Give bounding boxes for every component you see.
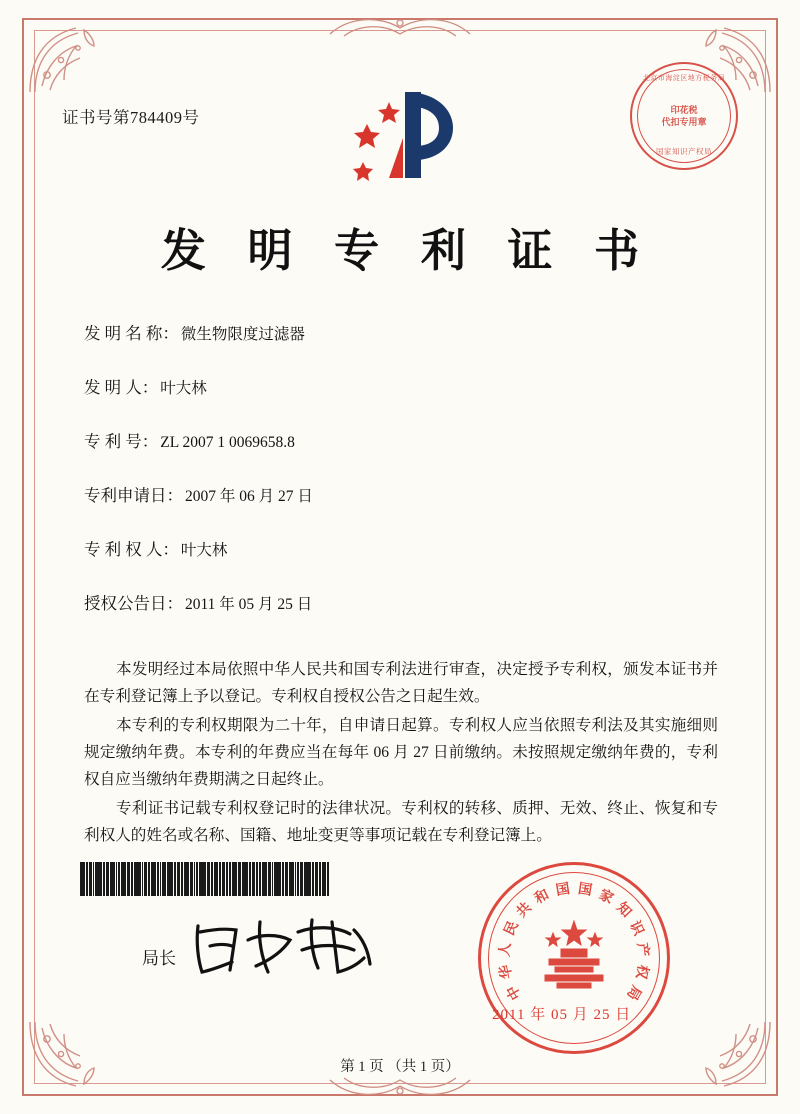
field-value: 叶大林 bbox=[180, 542, 228, 559]
field-label: 发 明 人： bbox=[84, 378, 159, 397]
certificate-number: 证书号第784409号 bbox=[62, 108, 200, 127]
signature-label: 局长 bbox=[142, 949, 176, 968]
field-label: 专利申请日： bbox=[84, 486, 183, 505]
seal-ring-char: 国 bbox=[554, 881, 572, 899]
signature-handwriting bbox=[186, 910, 396, 988]
seal-ring-char: 和 bbox=[532, 887, 552, 908]
field-grant-date bbox=[84, 590, 724, 614]
seal-ring-char: 华 bbox=[498, 963, 516, 981]
field-patentee bbox=[84, 536, 724, 560]
tax-stamp-seal bbox=[630, 62, 738, 170]
top-edge-ornament-icon bbox=[320, 14, 480, 40]
seal-ring-char: 识 bbox=[626, 919, 646, 939]
field-value: 2011 年 05 月 25 日 bbox=[185, 596, 313, 613]
field-value: 叶大林 bbox=[160, 380, 207, 397]
field-label: 授权公告日： bbox=[84, 594, 183, 613]
seal-ring-char: 家 bbox=[596, 887, 616, 908]
field-inventor bbox=[84, 374, 724, 398]
field-label: 专 利 权 人： bbox=[84, 540, 179, 559]
field-value: ZL 2007 1 0069658.8 bbox=[160, 434, 295, 451]
bottom-edge-ornament-icon bbox=[320, 1074, 480, 1100]
national-emblem-icon bbox=[531, 915, 617, 1001]
field-invention-name bbox=[84, 320, 724, 344]
seal-ring-char: 国 bbox=[576, 881, 594, 899]
official-seal bbox=[478, 862, 670, 1054]
body-paragraphs bbox=[84, 656, 718, 851]
seal-ring-char: 共 bbox=[514, 900, 535, 921]
seal-mid-text: 印花税 代扣专用章 bbox=[661, 105, 707, 127]
seal-ring-char: 产 bbox=[633, 941, 651, 958]
field-patent-number bbox=[84, 428, 724, 452]
page-footer: 第 1 页 （共 1 页） bbox=[340, 1059, 460, 1075]
field-label: 专 利 号： bbox=[84, 432, 159, 451]
field-value: 微生物限度过滤器 bbox=[180, 326, 305, 343]
fields-list bbox=[84, 320, 724, 644]
field-label: 发 明 名 称： bbox=[84, 324, 179, 343]
seal-ring-char: 局 bbox=[623, 982, 644, 1003]
seal-bottom-text: 国家知识产权局 bbox=[656, 147, 712, 156]
paragraph-2: 本专利的专利权期限为二十年，自申请日起算。专利权人应当依照专利法及其实施细则规定缴纳年费。本专利的年费应当在每年 06 月 27 日前缴纳。未按照规定缴纳年费的，专利权自应当缴纳年费期满之日起终止。 bbox=[84, 717, 718, 788]
seal-ring-char: 知 bbox=[613, 900, 634, 921]
seal-arc-text: 北京市海淀区地方税务局 bbox=[642, 74, 726, 82]
paragraph-3: 专利证书记载专利权登记时的法律状况。专利权的转移、质押、无效、终止、恢复和专利权人的姓名或名称、国籍、地址变更等事项记载在专利登记簿上。 bbox=[84, 800, 718, 844]
field-application-date bbox=[84, 482, 724, 506]
seal-ring-char: 民 bbox=[502, 919, 522, 939]
sipo-logo-icon bbox=[345, 80, 465, 190]
seal-ring-char: 中 bbox=[504, 982, 525, 1003]
seal-ring-char: 权 bbox=[632, 963, 650, 981]
seal-date: 2011 年 05 月 25 日 bbox=[492, 1007, 632, 1023]
page-title: 发 明 专 利 证 书 bbox=[160, 224, 653, 277]
corner-ornament-icon bbox=[24, 20, 110, 98]
barcode bbox=[80, 862, 330, 896]
seal-ring-char: 人 bbox=[497, 941, 515, 958]
field-value: 2007 年 06 月 27 日 bbox=[185, 488, 313, 505]
paragraph-1: 本发明经过本局依照中华人民共和国专利法进行审查，决定授予专利权，颁发本证书并在专利登记簿上予以登记。专利权自授权公告之日起生效。 bbox=[84, 661, 718, 705]
